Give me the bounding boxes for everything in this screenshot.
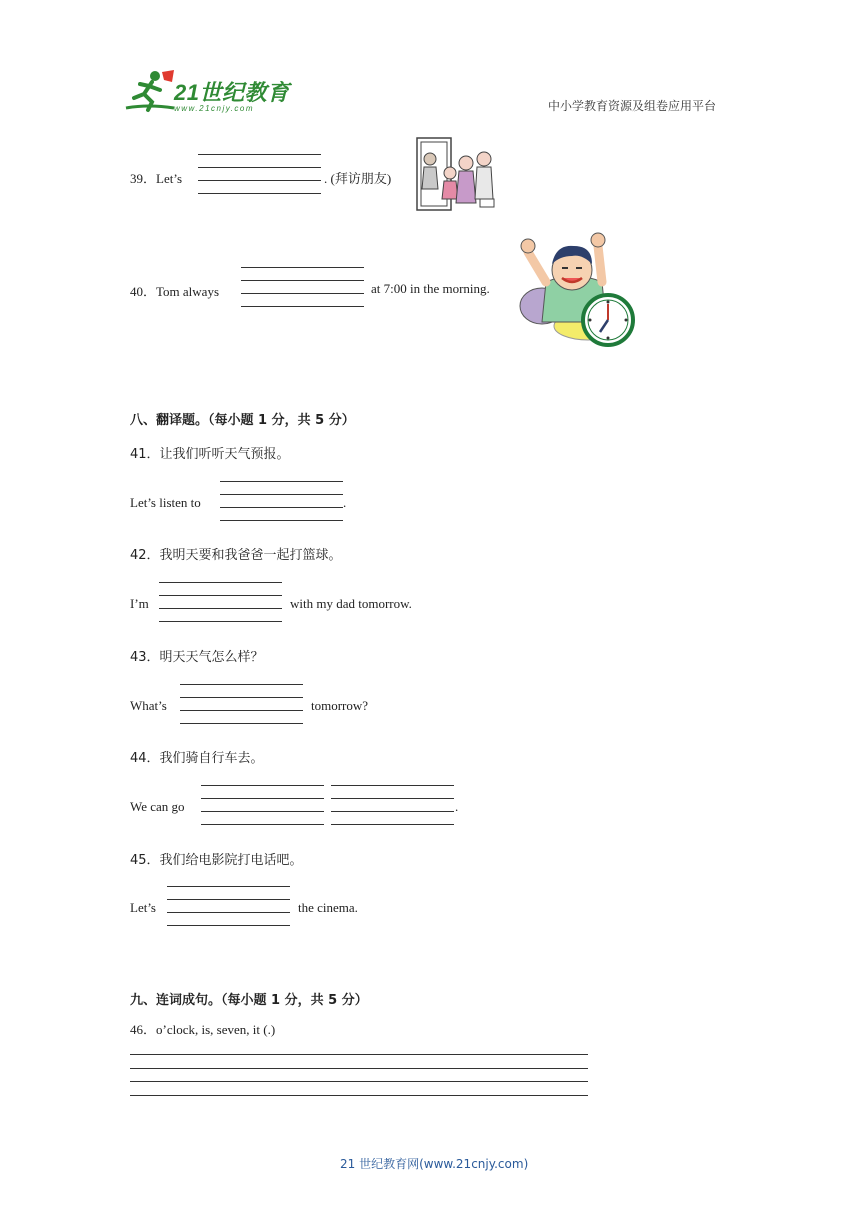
q45-number: 45． [130, 853, 160, 868]
q39-blank[interactable] [198, 154, 321, 192]
section9-title: 九、连词成句。（每小题 1 分，共 5 分） [130, 993, 368, 1008]
q39-before: Let’s [156, 171, 183, 186]
q41-chinese [130, 443, 290, 462]
q46-answer-line-2[interactable] [130, 1068, 588, 1069]
q40-number: 40． [130, 284, 157, 299]
q39-after: . (拜访朋友) [324, 171, 392, 186]
q42-after: with my dad tomorrow. [290, 596, 412, 611]
boy-waking-up-clock-illustration [516, 230, 636, 348]
q45-before: Let’s [130, 900, 156, 915]
q41-blank[interactable] [220, 481, 343, 519]
logo-text: 21世纪教育 [174, 80, 290, 105]
q44-number: 44． [130, 751, 160, 766]
q44-before: We can go [130, 799, 185, 814]
q40-before: Tom always [156, 284, 220, 299]
q40-line [130, 281, 219, 300]
q43-chinese [130, 646, 264, 665]
visiting-friends-illustration [416, 137, 498, 211]
q45-chinese-text: 我们给电影院打电话吧。 [159, 853, 303, 868]
q44-chinese-text: 我们骑自行车去。 [159, 751, 264, 766]
q44-blank-2[interactable] [331, 785, 454, 823]
q40-blank[interactable] [241, 267, 364, 305]
q45-blank[interactable] [167, 886, 290, 924]
site-logo [122, 68, 292, 116]
q40-after: at 7:00 in the morning. [371, 281, 490, 296]
header-platform-text: 中小学教育资源及组卷应用平台 [548, 99, 717, 113]
q46-answer-line-4[interactable] [130, 1095, 588, 1096]
q44-chinese [130, 747, 264, 766]
q44-blank-1[interactable] [201, 785, 324, 823]
q39-line [130, 168, 182, 187]
q41-before: Let’s listen to [130, 495, 201, 510]
q46-line [130, 1019, 275, 1038]
logo-url: www.21cnjy.com [174, 104, 254, 113]
section8-title: 八、翻译题。（每小题 1 分，共 5 分） [130, 413, 355, 428]
q43-blank[interactable] [180, 684, 303, 722]
q44-after: . [455, 799, 459, 814]
q43-number: 43． [130, 650, 160, 665]
q42-chinese [130, 544, 342, 563]
q42-blank[interactable] [159, 582, 282, 620]
q41-chinese-text: 让我们听听天气预报。 [159, 447, 290, 462]
q41-number: 41． [130, 447, 160, 462]
q45-after: the cinema. [298, 900, 358, 915]
q41-after: . [343, 495, 347, 510]
q46-words: o’clock, is, seven, it (.) [156, 1022, 276, 1037]
q46-answer-line-1[interactable] [130, 1054, 588, 1055]
q42-number: 42． [130, 548, 160, 563]
q42-before: I’m [130, 596, 149, 611]
q42-chinese-text: 我明天要和我爸爸一起打篮球。 [159, 548, 342, 563]
q43-chinese-text: 明天天气怎么样？ [159, 650, 264, 665]
q45-chinese [130, 849, 303, 868]
running-man-logo-icon [122, 68, 178, 114]
footer-text: 21 世纪教育网(www.21cnjy.com) [340, 1157, 529, 1171]
q43-after: tomorrow? [311, 698, 369, 713]
q46-answer-line-3[interactable] [130, 1081, 588, 1082]
q43-before: What’s [130, 698, 167, 713]
q46-number: 46． [130, 1022, 157, 1037]
q39-number: 39． [130, 171, 157, 186]
